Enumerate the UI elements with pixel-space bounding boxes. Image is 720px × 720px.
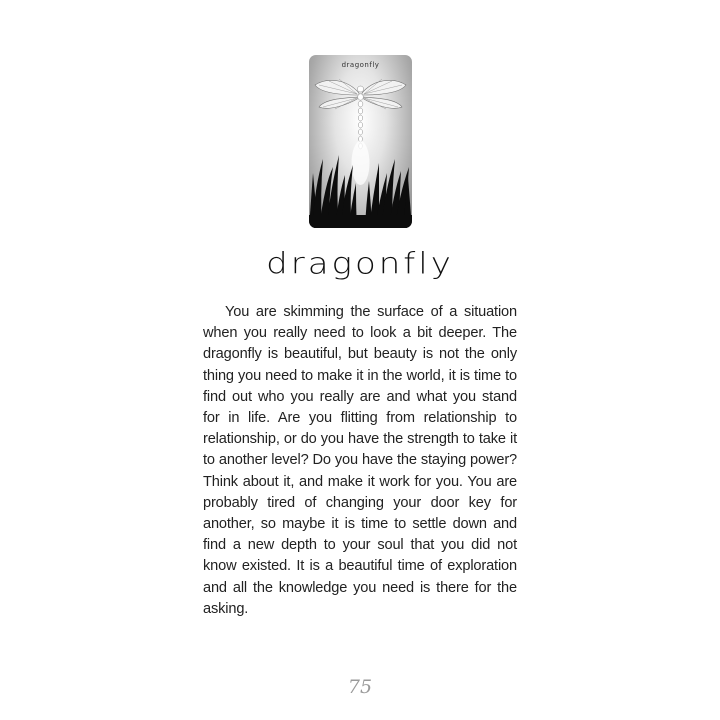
dragonfly-card-image bbox=[309, 55, 412, 228]
page-number: 75 bbox=[347, 676, 373, 698]
page-title: dragonfly bbox=[266, 246, 454, 282]
dragonfly-illustration bbox=[309, 55, 412, 228]
body-paragraph: You are skimming the surface of a situation when you really need to look a bit deeper. The dragonfly is beautiful, but beauty is not the only thing you need to make it in the world, it is time to find out who you really are and what you stand for in life. Are you flitting from relationship to relationship, or do you have the strength to take it to another level? Do you have the staying power? Think about it, and make it work for you. You are probably tired of changing your door key for another, so maybe it is time to settle down and find a new depth to your soul that you did not know existed. It is a beautiful time of exploration and all the knowledge you need is there for the asking. bbox=[203, 304, 517, 617]
card-label: dragonfly bbox=[341, 61, 380, 69]
